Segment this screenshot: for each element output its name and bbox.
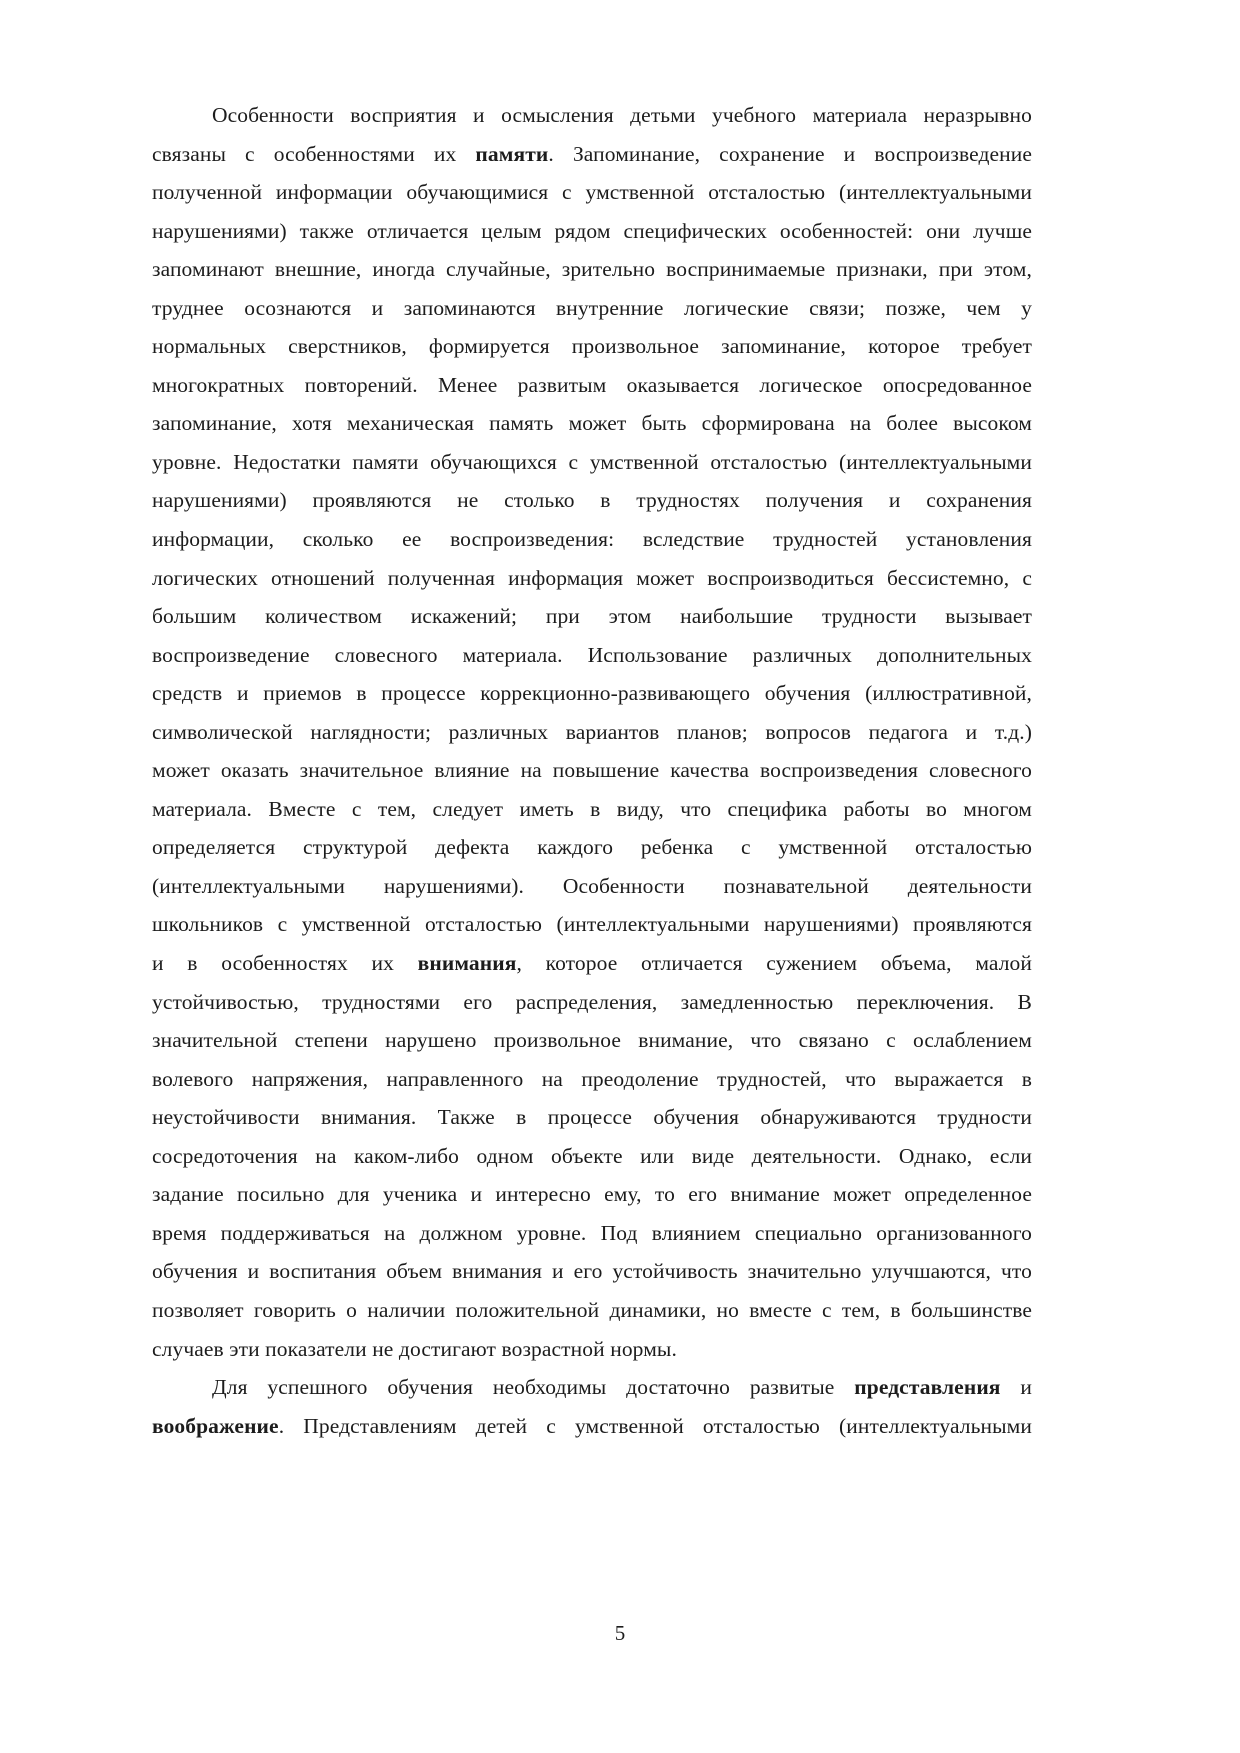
text-line: [152, 597, 1032, 636]
text-line: [152, 520, 1032, 559]
text-run: и в особенностях их: [152, 951, 418, 976]
text-run: неустойчивости внимания. Также в процессе обучения обнаруживаются трудности: [152, 1105, 1032, 1130]
text-run: большим количеством искажений; при этом наибольшие трудности вызывает: [152, 604, 1032, 629]
text-run: запоминание, хотя механическая память может быть сформирована на более высоком: [152, 411, 1032, 436]
text-run: Особенности восприятия и осмысления детьми учебного материала неразрывно: [212, 103, 1032, 127]
text-run: информации, сколько ее воспроизведения: вследствие трудностей установления: [152, 527, 1032, 552]
text-line: [152, 1214, 1032, 1253]
text-line: [152, 983, 1032, 1022]
text-line: [152, 1368, 1032, 1407]
text-run: Для успешного обучения необходимы достаточно развитые: [212, 1375, 855, 1400]
text-run: школьников с умственной отсталостью (интеллектуальными нарушениями) проявляются: [152, 912, 1032, 937]
bold-term: памяти: [475, 141, 549, 166]
text-run: символической наглядности; различных вариантов планов; вопросов педагога и т.д.): [152, 719, 1032, 744]
text-run: многократных повторений. Менее развитым оказывается логическое опосредованное: [152, 372, 1032, 397]
text-run: задание посильно для ученика и интересно ему, то его внимание может определенное: [152, 1182, 1032, 1207]
text-line: [152, 1252, 1032, 1291]
text-line: [152, 327, 1032, 366]
text-run: материала. Вместе с тем, следует иметь в виду, что специфика работы во многом: [152, 796, 1032, 821]
text-line: [152, 443, 1032, 482]
text-line: [152, 751, 1032, 790]
text-run: нормальных сверстников, формируется произвольное запоминание, которое требует: [152, 334, 1032, 359]
text-line: [152, 636, 1032, 675]
text-line: [152, 96, 1032, 135]
text-run: средств и приемов в процессе коррекционно-развивающего обучения (иллюстративной,: [152, 681, 1032, 706]
text-line: [152, 250, 1032, 289]
text-line: [152, 674, 1032, 713]
text-run: , которое отличается сужением объема, малой: [516, 951, 1033, 976]
text-line: [152, 828, 1032, 867]
text-line: [152, 481, 1032, 520]
text-run: нарушениями) проявляются не столько в трудностях получения и сохранения: [152, 488, 1032, 513]
text-run: уровне. Недостатки памяти обучающихся с умственной отсталостью (интеллектуальными: [152, 449, 1032, 474]
text-run: значительной степени нарушено произвольное внимание, что связано с ослаблением: [152, 1028, 1032, 1053]
text-line: [152, 905, 1032, 944]
text-line: [152, 289, 1032, 328]
text-line: [152, 1291, 1032, 1330]
text-line: [152, 1407, 1032, 1446]
text-line: [152, 790, 1032, 829]
text-run: время поддерживаться на должном уровне. Под влиянием специально организованного: [152, 1220, 1032, 1245]
text-line: [152, 404, 1032, 443]
text-run: и: [1000, 1375, 1032, 1400]
text-line: [152, 1175, 1032, 1214]
text-run: труднее осознаются и запоминаются внутренние логические связи; позже, чем у: [152, 295, 1032, 320]
text-line: [152, 1098, 1032, 1137]
text-run: (интеллектуальными нарушениями). Особенности познавательной деятельности: [152, 873, 1032, 898]
text-line: [152, 1330, 1032, 1369]
text-line: [152, 212, 1032, 251]
bold-term: представления: [854, 1375, 1001, 1400]
text-line: [152, 1060, 1032, 1099]
text-run: определяется структурой дефекта каждого ребенка с умственной отсталостью: [152, 835, 1032, 860]
text-run: запоминают внешние, иногда случайные, зрительно воспринимаемые признаки, при этом,: [152, 257, 1032, 282]
text-run: связаны с особенностями их: [152, 141, 476, 166]
text-line: [152, 1021, 1032, 1060]
text-run: воспроизведение словесного материала. Использование различных дополнительных: [152, 642, 1032, 667]
text-run: . Запоминание, сохранение и воспроизведение: [548, 141, 1032, 166]
text-line: [152, 135, 1032, 174]
text-run: позволяет говорить о наличии положительной динамики, но вместе с тем, в большинстве: [152, 1297, 1032, 1322]
bold-term: воображение: [152, 1413, 279, 1438]
text-line: [152, 173, 1032, 212]
text-run: может оказать значительное влияние на повышение качества воспроизведения словесного: [152, 758, 1032, 783]
bold-term: внимания: [417, 951, 517, 976]
text-line: [152, 867, 1032, 906]
text-line: [152, 366, 1032, 405]
text-run: логических отношений полученная информация может воспроизводиться бессистемно, с: [152, 565, 1032, 590]
text-run: . Представлениям детей с умственной отсталостью (интеллектуальными: [278, 1413, 1032, 1438]
text-run: случаев эти показатели не достигают возрастной нормы.: [152, 1336, 677, 1361]
text-run: полученной информации обучающимися с умственной отсталостью (интеллектуальными: [152, 180, 1032, 205]
text-run: сосредоточения на каком-либо одном объекте или виде деятельности. Однако, если: [152, 1143, 1032, 1168]
page-number: 5: [614, 1621, 626, 1645]
text-line: [152, 1137, 1032, 1176]
paragraph: [152, 96, 1032, 1368]
text-run: нарушениями) также отличается целым рядом специфических особенностей: они лучше: [152, 218, 1032, 243]
text-line: [152, 944, 1032, 983]
text-run: обучения и воспитания объем внимания и его устойчивость значительно улучшаются, что: [152, 1259, 1032, 1284]
body-text: [152, 96, 1032, 1445]
text-run: волевого напряжения, направленного на преодоление трудностей, что выражается в: [152, 1066, 1032, 1091]
text-line: [152, 559, 1032, 598]
text-line: [152, 713, 1032, 752]
paragraph: [152, 1368, 1032, 1445]
text-run: устойчивостью, трудностями его распределения, замедленностью переключения. В: [152, 989, 1032, 1014]
